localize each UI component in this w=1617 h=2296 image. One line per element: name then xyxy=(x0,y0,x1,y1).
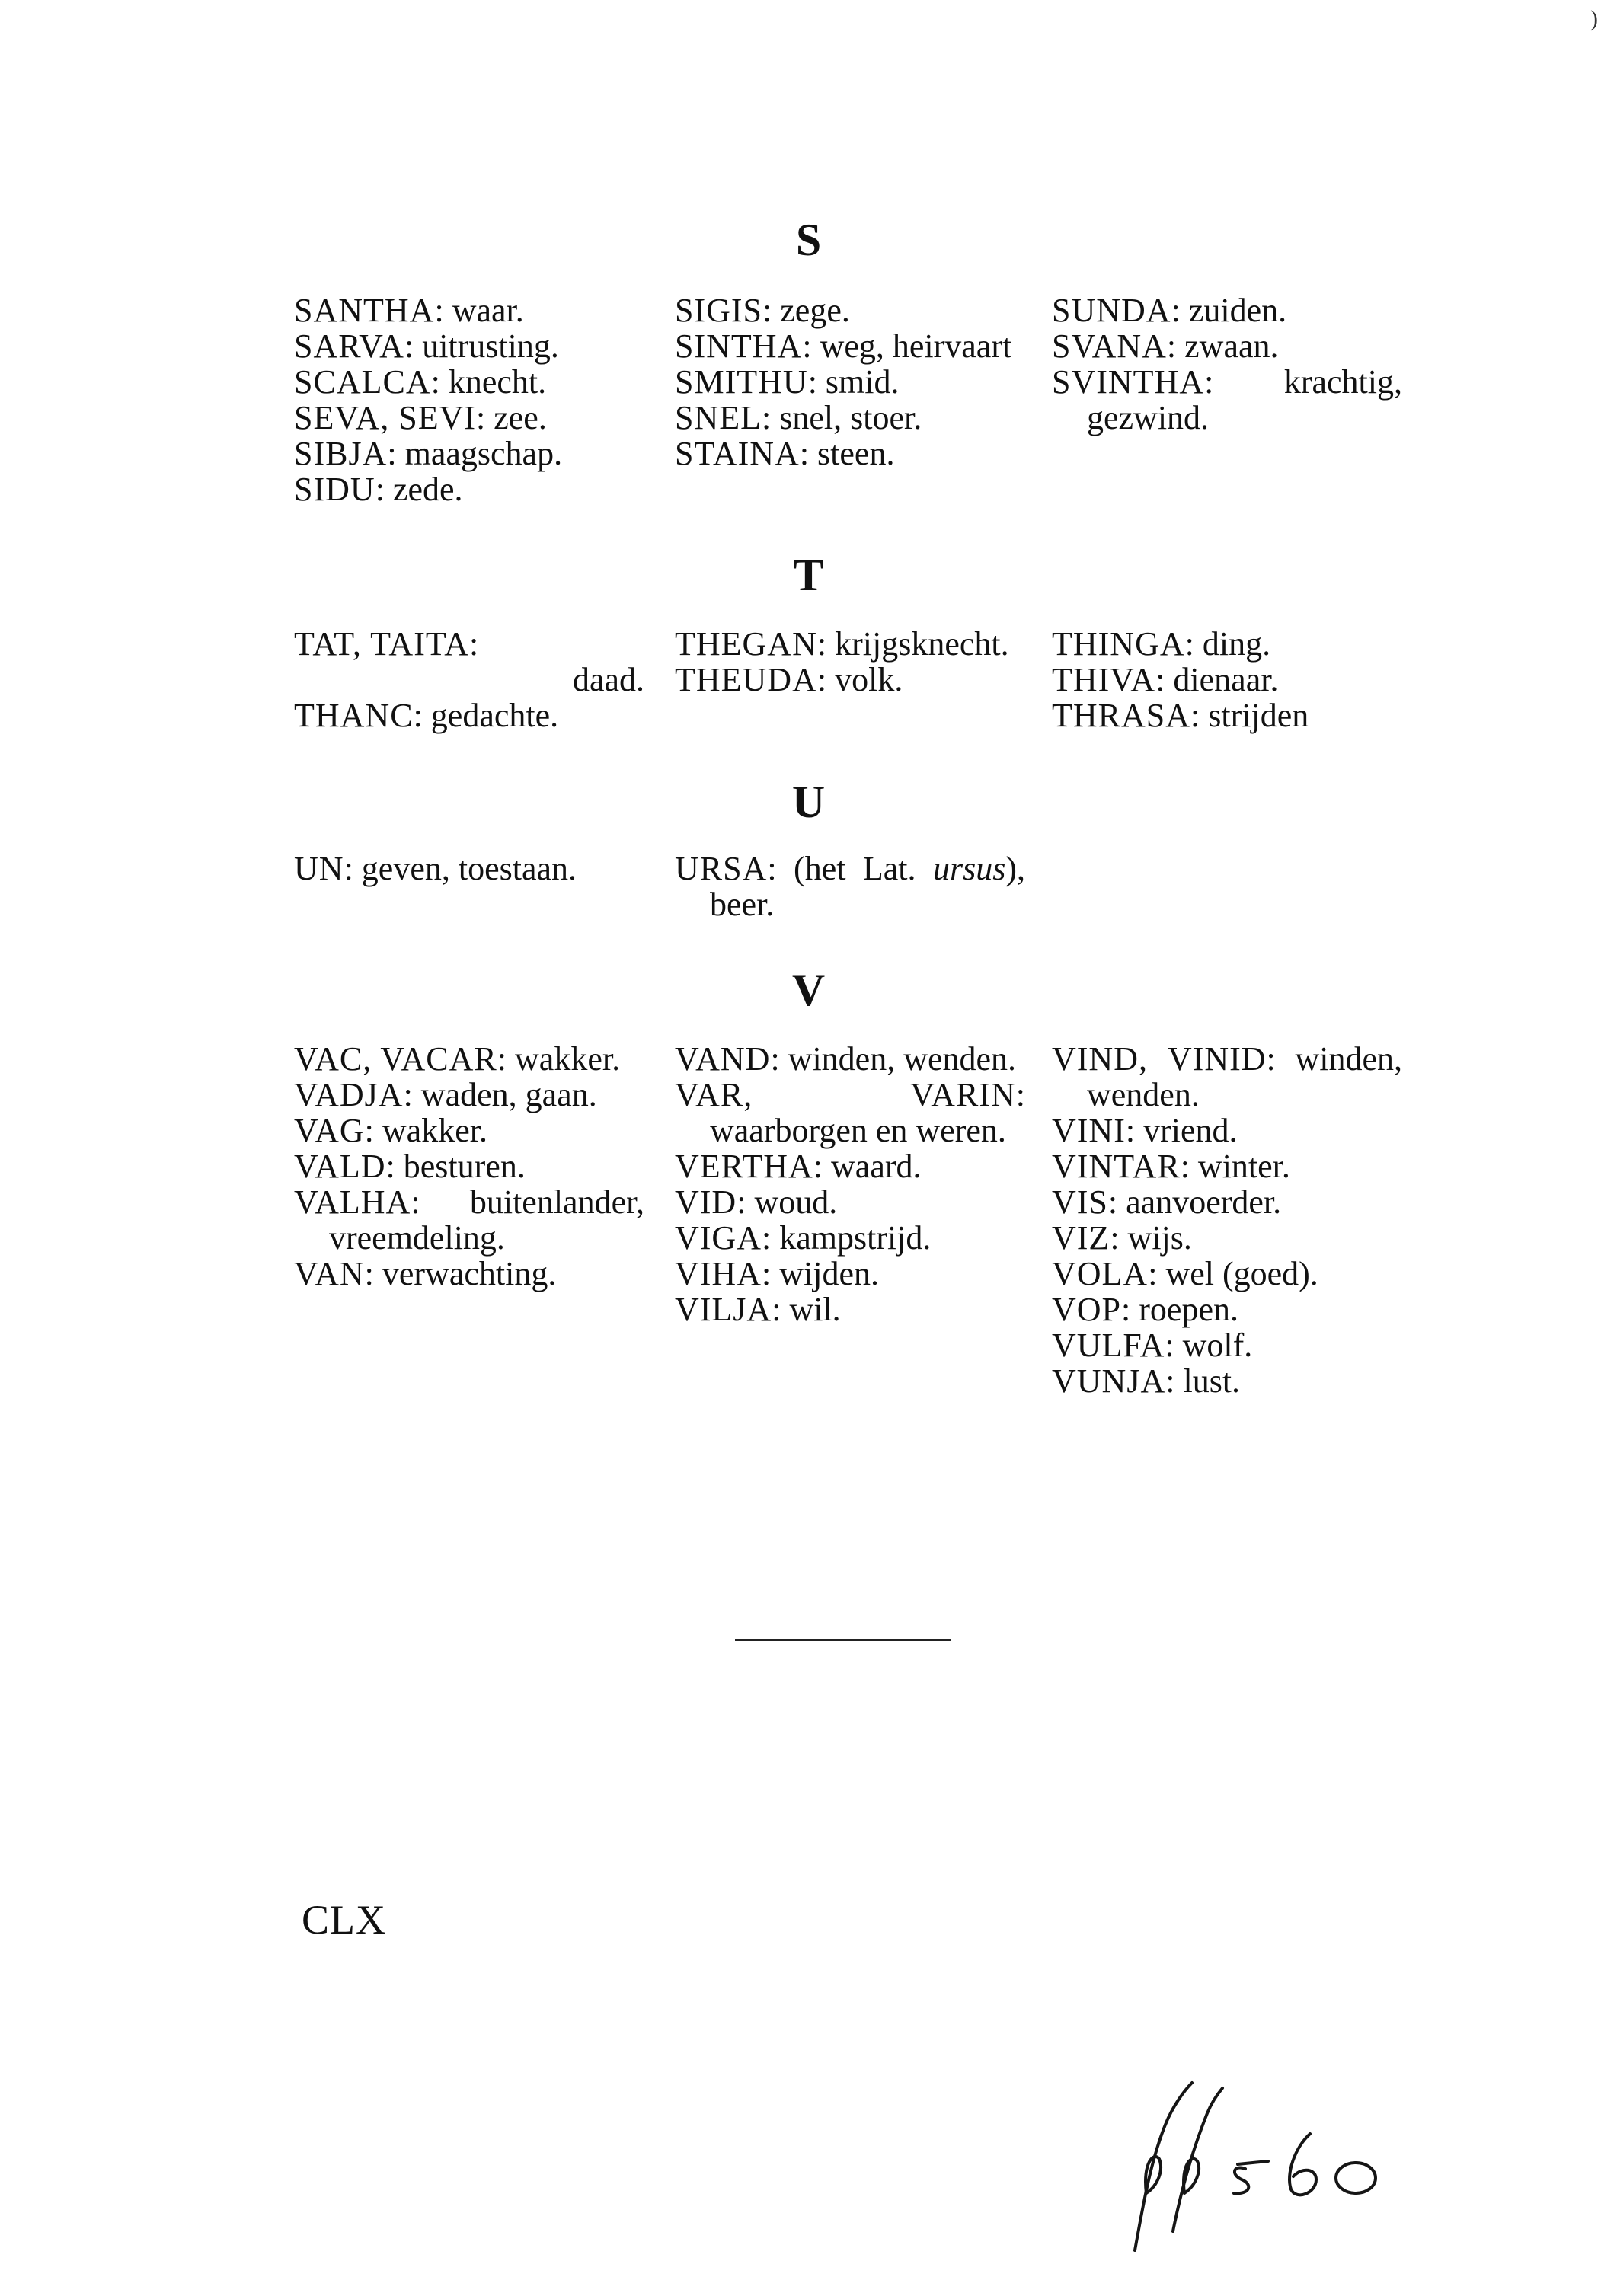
entry-gloss: knecht. xyxy=(448,363,547,401)
entry-word: VERTHA xyxy=(675,1148,813,1185)
page-folio: CLX xyxy=(302,1897,386,1943)
entry-gloss: waard. xyxy=(831,1148,922,1185)
entry-gloss: buitenlander, vreemdeling. xyxy=(329,1183,644,1257)
entry: SIGIS: zege. xyxy=(675,292,850,329)
entry-word: VAND xyxy=(675,1040,771,1078)
entry-word: VALHA xyxy=(294,1183,411,1221)
entry-word: SANTHA xyxy=(294,292,435,329)
entry-word: VALD xyxy=(294,1148,386,1185)
entry: SVANA: zwaan. xyxy=(1052,327,1279,365)
entry-gloss: steen. xyxy=(817,435,895,472)
entry: VERTHA: waard. xyxy=(675,1148,922,1185)
entry-gloss: waarborgen en weren. xyxy=(710,1112,1006,1149)
entry-gloss: woud. xyxy=(754,1183,838,1221)
section-heading-v: V xyxy=(791,965,826,1015)
entry-word: VOLA xyxy=(1052,1255,1149,1292)
section-heading-t: T xyxy=(793,550,824,600)
entry-word: SINTHA xyxy=(675,327,803,365)
entry-gloss: geven, toestaan. xyxy=(361,850,577,887)
entry: VUNJA: lust. xyxy=(1052,1362,1241,1400)
entry-gloss: dienaar. xyxy=(1173,661,1279,698)
entry: THINGA: ding. xyxy=(1052,625,1271,663)
entry-word: SUNDA xyxy=(1052,292,1171,329)
entry-gloss-post: ), beer. xyxy=(710,850,1025,923)
entry-word: SMITHU xyxy=(675,363,808,401)
entry-word: THINGA xyxy=(1052,625,1185,663)
entry-gloss: besturen. xyxy=(403,1148,526,1185)
entry: VADJA: waden, gaan. xyxy=(294,1076,597,1113)
entry-gloss: vriend. xyxy=(1143,1112,1238,1149)
entry-gloss: waar. xyxy=(452,292,524,329)
entry: SVINTHA: krachtig, gezwind. xyxy=(1052,363,1402,436)
entry: SANTHA: waar. xyxy=(294,292,524,329)
corner-mark: ) xyxy=(1590,6,1598,31)
entry-gloss: wijs. xyxy=(1127,1219,1192,1257)
entry-word: THIVA xyxy=(1052,661,1156,698)
entry: SNEL: snel, stoer. xyxy=(675,399,922,436)
section-u-column-2 xyxy=(675,851,1025,922)
entry-word: VIND, VINID xyxy=(1052,1040,1267,1078)
entry-word: THEGAN xyxy=(675,625,817,663)
section-t-column-2 xyxy=(675,626,1025,698)
entry-gloss-italic: ursus xyxy=(932,850,1006,887)
entry-gloss: uitrusting. xyxy=(422,327,559,365)
section-u-column-1 xyxy=(294,851,644,886)
entry: VID: woud. xyxy=(675,1183,838,1221)
entry: VULFA: wolf. xyxy=(1052,1327,1253,1364)
entry-word: VIHA xyxy=(675,1255,762,1292)
entry: VALD: besturen. xyxy=(294,1148,526,1185)
entry: STAINA: steen. xyxy=(675,435,895,472)
entry-word: VAC, VACAR xyxy=(294,1040,497,1078)
entry-gloss: roepen. xyxy=(1139,1291,1238,1328)
entry-word: VINI xyxy=(1052,1112,1126,1149)
entry-gloss: weg, heirvaart xyxy=(820,327,1012,365)
entry: VAND: winden, wenden. xyxy=(675,1040,1017,1078)
entry-word: VILJA xyxy=(675,1291,772,1328)
entry-word: SVINTHA xyxy=(1052,363,1205,401)
entry: SEVA, SEVI: zee. xyxy=(294,399,547,436)
entry: URSA: (het Lat. ursus), beer. xyxy=(675,850,1025,923)
entry: THIVA: dienaar. xyxy=(1052,661,1279,698)
entry-gloss: wakker. xyxy=(515,1040,621,1078)
entry-gloss: smid. xyxy=(825,363,900,401)
entry-word: VOP xyxy=(1052,1291,1122,1328)
entry-gloss: zwaan. xyxy=(1184,327,1279,365)
section-v-column-2 xyxy=(675,1041,1025,1327)
section-v-column-1 xyxy=(294,1041,644,1292)
section-heading-u: U xyxy=(791,777,826,827)
entry-word: VID xyxy=(675,1183,737,1221)
entry-word: SVANA xyxy=(1052,327,1167,365)
entry-gloss: ding. xyxy=(1202,625,1271,663)
section-t-column-1 xyxy=(294,626,644,733)
entry-gloss: wijden. xyxy=(779,1255,879,1292)
section-t-column-3 xyxy=(1052,626,1402,733)
entry: THEUDA: volk. xyxy=(675,661,903,698)
entry-gloss: maagschap. xyxy=(404,435,563,472)
entry: VIGA: kampstrijd. xyxy=(675,1219,932,1257)
entry-gloss: winter. xyxy=(1197,1148,1290,1185)
entry: SIBJA: maagschap. xyxy=(294,435,563,472)
section-end-rule xyxy=(735,1639,951,1641)
entry-gloss: volk. xyxy=(835,661,903,698)
entry: UN: geven, toestaan. xyxy=(294,850,577,887)
entry-gloss: krachtig, gezwind. xyxy=(1087,363,1402,436)
entry-gloss: kampstrijd. xyxy=(779,1219,932,1257)
entry-word: VADJA xyxy=(294,1076,404,1113)
entry-gloss: snel, stoer. xyxy=(779,399,922,436)
entry-word: SIDU xyxy=(294,471,375,508)
entry-word: VIGA xyxy=(675,1219,762,1257)
entry-word: VULFA xyxy=(1052,1327,1165,1364)
entry: THEGAN: krijgsknecht. xyxy=(675,625,1009,663)
entry-word: SARVA xyxy=(294,327,404,365)
entry: SUNDA: zuiden. xyxy=(1052,292,1287,329)
entry: VALHA: buitenlander, vreemdeling. xyxy=(294,1183,644,1257)
entry-gloss: winden, wenden. xyxy=(1087,1040,1402,1113)
section-s-column-1 xyxy=(294,292,644,507)
entry: VIND, VINID: winden, wenden. xyxy=(1052,1040,1402,1113)
entry-word: UN xyxy=(294,850,344,887)
entry: VAR, VARIN: waarborgen en weren. xyxy=(675,1076,1025,1149)
section-s-column-3 xyxy=(1052,292,1402,436)
entry-gloss: waden, gaan. xyxy=(420,1076,597,1113)
entry-gloss: zede. xyxy=(392,471,463,508)
section-heading-s: S xyxy=(795,215,822,265)
entry: VAN: verwachting. xyxy=(294,1255,557,1292)
entry-word: VAR, VARIN xyxy=(675,1076,1016,1113)
section-v-column-3 xyxy=(1052,1041,1402,1399)
entry-word: VAG xyxy=(294,1112,365,1149)
entry-word: VIS xyxy=(1052,1183,1108,1221)
entry: SMITHU: smid. xyxy=(675,363,900,401)
entry-gloss: zee. xyxy=(494,399,547,436)
entry-gloss: lust. xyxy=(1183,1362,1241,1400)
entry: VILJA: wil. xyxy=(675,1291,841,1328)
entry-gloss: winden, wenden. xyxy=(788,1040,1017,1078)
entry-word: THEUDA xyxy=(675,661,817,698)
entry: SIDU: zede. xyxy=(294,471,463,508)
entry-word: STAINA xyxy=(675,435,800,472)
handwritten-signature xyxy=(1120,2079,1409,2254)
entry: VIZ: wijs. xyxy=(1052,1219,1192,1257)
entry-gloss-pre: (het Lat. xyxy=(794,850,916,887)
entry-word: VINTAR xyxy=(1052,1148,1181,1185)
entry-word: VUNJA xyxy=(1052,1362,1166,1400)
entry: VAG: wakker. xyxy=(294,1112,487,1149)
entry-word: SIGIS xyxy=(675,292,763,329)
entry-word: THANC xyxy=(294,697,414,734)
entry-gloss: zuiden. xyxy=(1188,292,1287,329)
entry: SINTHA: weg, heirvaart xyxy=(675,327,1012,365)
entry-gloss: krijgsknecht. xyxy=(835,625,1009,663)
entry-gloss: strijden xyxy=(1208,697,1309,734)
entry-gloss: gedachte. xyxy=(430,697,559,734)
entry: VINTAR: winter. xyxy=(1052,1148,1290,1185)
entry: THRASA: strijden xyxy=(1052,697,1309,734)
entry-gloss: daad. xyxy=(572,661,644,698)
entry-word: SCALCA xyxy=(294,363,431,401)
entry: SARVA: uitrusting. xyxy=(294,327,559,365)
entry: THANC: gedachte. xyxy=(294,697,559,734)
section-s-column-2 xyxy=(675,292,1025,471)
entry-word: URSA xyxy=(675,850,768,887)
entry: VOLA: wel (goed). xyxy=(1052,1255,1318,1292)
entry-word: SEVA, SEVI xyxy=(294,399,477,436)
entry: VIHA: wijden. xyxy=(675,1255,879,1292)
entry-word: TAT, TAITA xyxy=(294,625,469,663)
entry-word: VAN xyxy=(294,1255,365,1292)
entry-word: THRASA xyxy=(1052,697,1191,734)
entry-gloss: aanvoerder. xyxy=(1126,1183,1282,1221)
entry-gloss: zege. xyxy=(780,292,850,329)
entry-gloss: verwachting. xyxy=(382,1255,557,1292)
entry-gloss: wel (goed). xyxy=(1165,1255,1318,1292)
entry: TAT, TAITA: daad. xyxy=(294,625,644,698)
entry-word: VIZ xyxy=(1052,1219,1110,1257)
entry: VAC, VACAR: wakker. xyxy=(294,1040,621,1078)
entry-gloss: wil. xyxy=(789,1291,841,1328)
entry-gloss: wolf. xyxy=(1182,1327,1253,1364)
entry: VOP: roepen. xyxy=(1052,1291,1238,1328)
entry-word: SIBJA xyxy=(294,435,388,472)
entry: SCALCA: knecht. xyxy=(294,363,547,401)
entry: VIS: aanvoerder. xyxy=(1052,1183,1282,1221)
entry: VINI: vriend. xyxy=(1052,1112,1238,1149)
entry-gloss: wakker. xyxy=(382,1112,487,1149)
entry-word: SNEL xyxy=(675,399,762,436)
